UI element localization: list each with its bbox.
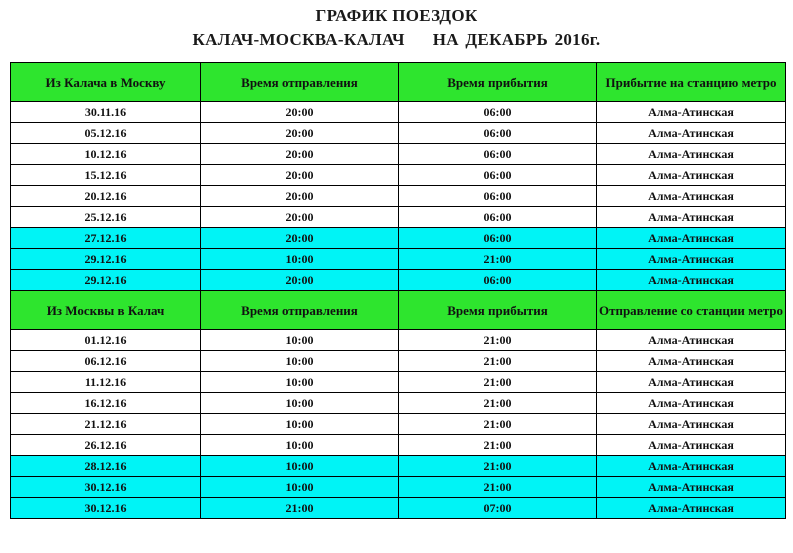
schedule-table bbox=[10, 62, 786, 519]
arrival-cell: 21:00 bbox=[399, 456, 597, 477]
table-row-highlighted bbox=[11, 270, 786, 291]
date-cell: 30.12.16 bbox=[11, 498, 201, 519]
table-row bbox=[11, 393, 786, 414]
station-cell: Алма-Атинская bbox=[597, 207, 786, 228]
departure-cell: 10:00 bbox=[201, 477, 399, 498]
arrival-cell: 06:00 bbox=[399, 165, 597, 186]
station-cell: Алма-Атинская bbox=[597, 102, 786, 123]
column-header-arrival: Время прибытия bbox=[399, 291, 597, 330]
station-cell: Алма-Атинская bbox=[597, 393, 786, 414]
table-row bbox=[11, 351, 786, 372]
station-cell: Алма-Атинская bbox=[597, 435, 786, 456]
station-cell: Алма-Атинская bbox=[597, 123, 786, 144]
column-header-arrival: Время прибытия bbox=[399, 63, 597, 102]
month-label: НА ДЕКАБРЬ 2016г. bbox=[432, 30, 601, 49]
station-cell: Алма-Атинская bbox=[597, 477, 786, 498]
date-cell: 16.12.16 bbox=[11, 393, 201, 414]
table-row bbox=[11, 144, 786, 165]
column-header-direction: Из Москвы в Калач bbox=[11, 291, 201, 330]
arrival-cell: 21:00 bbox=[399, 330, 597, 351]
arrival-cell: 06:00 bbox=[399, 102, 597, 123]
station-cell: Алма-Атинская bbox=[597, 498, 786, 519]
date-cell: 21.12.16 bbox=[11, 414, 201, 435]
date-cell: 25.12.16 bbox=[11, 207, 201, 228]
departure-cell: 20:00 bbox=[201, 123, 399, 144]
departure-cell: 10:00 bbox=[201, 330, 399, 351]
departure-cell: 10:00 bbox=[201, 435, 399, 456]
table-row-highlighted bbox=[11, 249, 786, 270]
column-header-station: Отправление со станции метро bbox=[597, 291, 786, 330]
table-row-highlighted bbox=[11, 498, 786, 519]
arrival-cell: 21:00 bbox=[399, 249, 597, 270]
date-cell: 10.12.16 bbox=[11, 144, 201, 165]
table-row bbox=[11, 372, 786, 393]
table-row bbox=[11, 123, 786, 144]
table-row-highlighted bbox=[11, 228, 786, 249]
departure-cell: 20:00 bbox=[201, 207, 399, 228]
date-cell: 29.12.16 bbox=[11, 270, 201, 291]
date-cell: 06.12.16 bbox=[11, 351, 201, 372]
departure-cell: 10:00 bbox=[201, 393, 399, 414]
arrival-cell: 21:00 bbox=[399, 372, 597, 393]
route-label: КАЛАЧ-МОСКВА-КАЛАЧ bbox=[192, 30, 405, 49]
table-row bbox=[11, 186, 786, 207]
station-cell: Алма-Атинская bbox=[597, 372, 786, 393]
section-header-to-moscow bbox=[11, 63, 786, 102]
table-row-highlighted bbox=[11, 456, 786, 477]
arrival-cell: 21:00 bbox=[399, 435, 597, 456]
page-title: ГРАФИК ПОЕЗДОК bbox=[315, 6, 478, 25]
date-cell: 27.12.16 bbox=[11, 228, 201, 249]
arrival-cell: 06:00 bbox=[399, 123, 597, 144]
departure-cell: 20:00 bbox=[201, 186, 399, 207]
departure-cell: 20:00 bbox=[201, 228, 399, 249]
arrival-cell: 06:00 bbox=[399, 186, 597, 207]
arrival-cell: 06:00 bbox=[399, 144, 597, 165]
departure-cell: 10:00 bbox=[201, 372, 399, 393]
station-cell: Алма-Атинская bbox=[597, 249, 786, 270]
station-cell: Алма-Атинская bbox=[597, 186, 786, 207]
station-cell: Алма-Атинская bbox=[597, 144, 786, 165]
date-cell: 05.12.16 bbox=[11, 123, 201, 144]
departure-cell: 10:00 bbox=[201, 351, 399, 372]
column-header-departure: Время отправления bbox=[201, 63, 399, 102]
table-row bbox=[11, 330, 786, 351]
column-header-departure: Время отправления bbox=[201, 291, 399, 330]
arrival-cell: 21:00 bbox=[399, 414, 597, 435]
date-cell: 28.12.16 bbox=[11, 456, 201, 477]
departure-cell: 21:00 bbox=[201, 498, 399, 519]
date-cell: 30.12.16 bbox=[11, 477, 201, 498]
arrival-cell: 06:00 bbox=[399, 228, 597, 249]
date-cell: 30.11.16 bbox=[11, 102, 201, 123]
date-cell: 15.12.16 bbox=[11, 165, 201, 186]
date-cell: 20.12.16 bbox=[11, 186, 201, 207]
section-header-to-kalach bbox=[11, 291, 786, 330]
table-row bbox=[11, 435, 786, 456]
table-row bbox=[11, 414, 786, 435]
departure-cell: 20:00 bbox=[201, 102, 399, 123]
station-cell: Алма-Атинская bbox=[597, 228, 786, 249]
arrival-cell: 06:00 bbox=[399, 207, 597, 228]
arrival-cell: 07:00 bbox=[399, 498, 597, 519]
departure-cell: 10:00 bbox=[201, 249, 399, 270]
station-cell: Алма-Атинская bbox=[597, 330, 786, 351]
table-row bbox=[11, 102, 786, 123]
arrival-cell: 21:00 bbox=[399, 351, 597, 372]
table-row-highlighted bbox=[11, 477, 786, 498]
station-cell: Алма-Атинская bbox=[597, 165, 786, 186]
table-row bbox=[11, 207, 786, 228]
station-cell: Алма-Атинская bbox=[597, 351, 786, 372]
date-cell: 11.12.16 bbox=[11, 372, 201, 393]
table-row bbox=[11, 165, 786, 186]
arrival-cell: 06:00 bbox=[399, 270, 597, 291]
arrival-cell: 21:00 bbox=[399, 477, 597, 498]
station-cell: Алма-Атинская bbox=[597, 270, 786, 291]
column-header-direction: Из Калача в Москву bbox=[11, 63, 201, 102]
page-subtitle bbox=[0, 30, 793, 50]
departure-cell: 20:00 bbox=[201, 165, 399, 186]
departure-cell: 10:00 bbox=[201, 456, 399, 477]
arrival-cell: 21:00 bbox=[399, 393, 597, 414]
date-cell: 29.12.16 bbox=[11, 249, 201, 270]
departure-cell: 20:00 bbox=[201, 144, 399, 165]
date-cell: 01.12.16 bbox=[11, 330, 201, 351]
station-cell: Алма-Атинская bbox=[597, 456, 786, 477]
column-header-station: Прибытие на станцию метро bbox=[597, 63, 786, 102]
date-cell: 26.12.16 bbox=[11, 435, 201, 456]
departure-cell: 20:00 bbox=[201, 270, 399, 291]
station-cell: Алма-Атинская bbox=[597, 414, 786, 435]
departure-cell: 10:00 bbox=[201, 414, 399, 435]
